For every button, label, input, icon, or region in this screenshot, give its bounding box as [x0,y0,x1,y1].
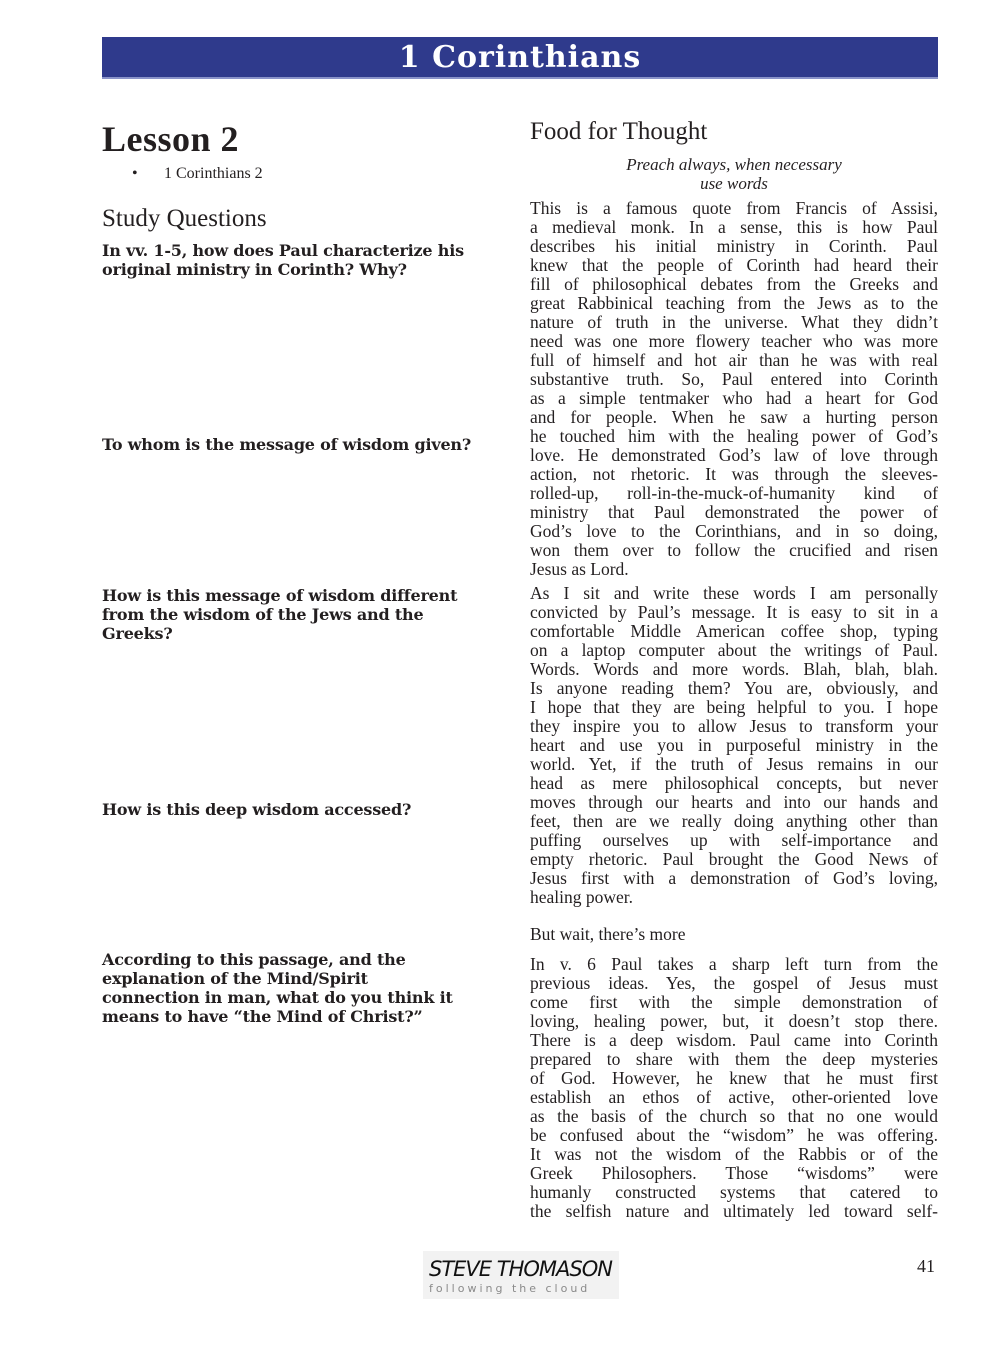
text-line: won them over to follow the crucified and risen [530,540,938,560]
question-line: connection in man, what do you think it [102,988,453,1007]
text-line: heart and use you in purposeful ministry in the [530,735,938,755]
logo-tagline: following the cloud [429,1282,591,1295]
text-line: of God. However, he knew that he must first [530,1068,938,1088]
question-1 [102,241,512,279]
text-line: nature of truth in the universe. What they didn’t [530,312,938,332]
text-line: world. Yet, if the truth of Jesus remains in our [530,754,938,774]
paragraph-2 [530,584,938,907]
text-line: In v. 6 Paul takes a sharp left turn from the [530,954,938,974]
book-title: 1 Corinthians [398,39,642,75]
text-line: Jesus as Lord. [530,559,629,579]
text-line: knew that the people of Corinth had heard their [530,255,938,275]
text-line: they inspire you to allow Jesus to transform your [530,716,938,736]
but-wait-subheading: But wait, there’s more [530,924,686,944]
text-line: as the basis of the church so that no one would [530,1106,938,1126]
text-line: empty rhetoric. Paul brought the Good News of [530,849,938,869]
text-line: healing power. [530,887,634,907]
text-line: fill of philosophical debates from the Greeks and [530,274,938,294]
text-line: on a laptop computer about the writings of Paul. [530,640,938,660]
text-line: This is a famous quote from Francis of Assisi, [530,198,938,218]
text-line: Is anyone reading them? You are, obviously, and [530,678,938,698]
question-line: How is this deep wisdom accessed? [102,800,412,819]
text-line: Jesus first with a demonstration of God’s loving, [530,868,938,888]
text-line: It was not the wisdom of the Rabbis or of the [530,1144,938,1164]
text-line: humanly constructed systems that catered to [530,1182,938,1202]
question-line: In vv. 1-5, how does Paul characterize his [102,241,464,260]
text-line: There is a deep wisdom. Paul came into Corinth [530,1030,938,1050]
text-line: rolled-up, roll-in-the-muck-of-humanity kind of [530,483,938,503]
question-line: original ministry in Corinth? Why? [102,260,407,279]
text-line: full of himself and hot air than he was with real [530,350,938,370]
question-line: To whom is the message of wisdom given? [102,435,472,454]
text-line: establish an ethos of active, other-oriented love [530,1087,938,1107]
text-line: describes his initial ministry in Corinth. Paul [530,236,938,256]
text-line: previous ideas. Yes, the gospel of Jesus must [530,973,938,993]
logo-name: STEVE THOMASON [429,1257,612,1281]
quote-line: use words [700,174,768,193]
text-line: need was one more flowery teacher who was more [530,331,938,351]
text-line: head as mere philosophical concepts, but never [530,773,938,793]
text-line: prepared to share with them the deep mysteries [530,1049,938,1069]
text-line: moves through our hearts and into our hands and [530,792,938,812]
epigraph-quote [530,155,938,193]
text-line: great Rabbinical teaching from the Jews as to the [530,293,938,313]
title-banner [102,37,938,79]
page-number: 41 [917,1256,935,1276]
text-line: loving, healing power, but, it doesn’t stop there. [530,1011,938,1031]
question-4 [102,800,512,819]
text-line: he touched him with the healing power of God’s [530,426,938,446]
text-line: the selfish nature and ultimately led toward self- [530,1201,938,1221]
text-line: love. He demonstrated God’s law of love through [530,445,938,465]
text-line: I hope that they are being helpful to you. I hope [530,697,938,717]
text-line: and for people. When he saw a hurting person [530,407,938,427]
question-line: According to this passage, and the [102,950,406,969]
text-line: Words. Words and more words. Blah, blah, blah. [530,659,938,679]
text-line: be confused about the “wisdom” he was offering. [530,1125,938,1145]
text-line: feet, then are we really doing anything other than [530,811,938,831]
text-line: comfortable Middle American coffee shop, typing [530,621,938,641]
text-line: puffing ourselves up with self-importance and [530,830,938,850]
scripture-reference-item [132,165,263,183]
scripture-reference: 1 Corinthians 2 [164,165,263,182]
study-questions-heading: Study Questions [102,205,267,232]
quote-line: Preach always, when necessary [626,155,842,174]
question-5 [102,950,512,1026]
question-line: explanation of the Mind/Spirit [102,969,368,988]
text-line: As I sit and write these words I am personally [530,583,938,603]
paragraph-1 [530,199,938,579]
text-line: substantive truth. So, Paul entered into Corinth [530,369,938,389]
text-line: convicted by Paul’s message. It is easy to sit in a [530,602,938,622]
text-line: come first with the simple demonstration of [530,992,938,1012]
text-line: as a simple tentmaker who had a heart for God [530,388,938,408]
lesson-title: Lesson 2 [102,119,240,159]
question-line: from the wisdom of the Jews and the [102,605,424,624]
question-2 [102,435,512,454]
question-3 [102,586,512,643]
paragraph-3 [530,955,938,1221]
question-line: How is this message of wisdom different [102,586,458,605]
author-logo [423,1251,619,1299]
text-line: Greek Philosophers. Those “wisdoms” were [530,1163,938,1183]
text-line: action, not rhetoric. It was through the sleeves- [530,464,938,484]
text-line: ministry that Paul demonstrated the power of [530,502,938,522]
question-line: means to have “the Mind of Christ?” [102,1007,423,1026]
food-for-thought-heading: Food for Thought [530,118,708,145]
question-line: Greeks? [102,624,173,643]
text-line: a medieval monk. In a sense, this is how Paul [530,217,938,237]
bullet-icon: • [132,165,138,182]
text-line: God’s love to the Corinthians, and in so doing, [530,521,938,541]
